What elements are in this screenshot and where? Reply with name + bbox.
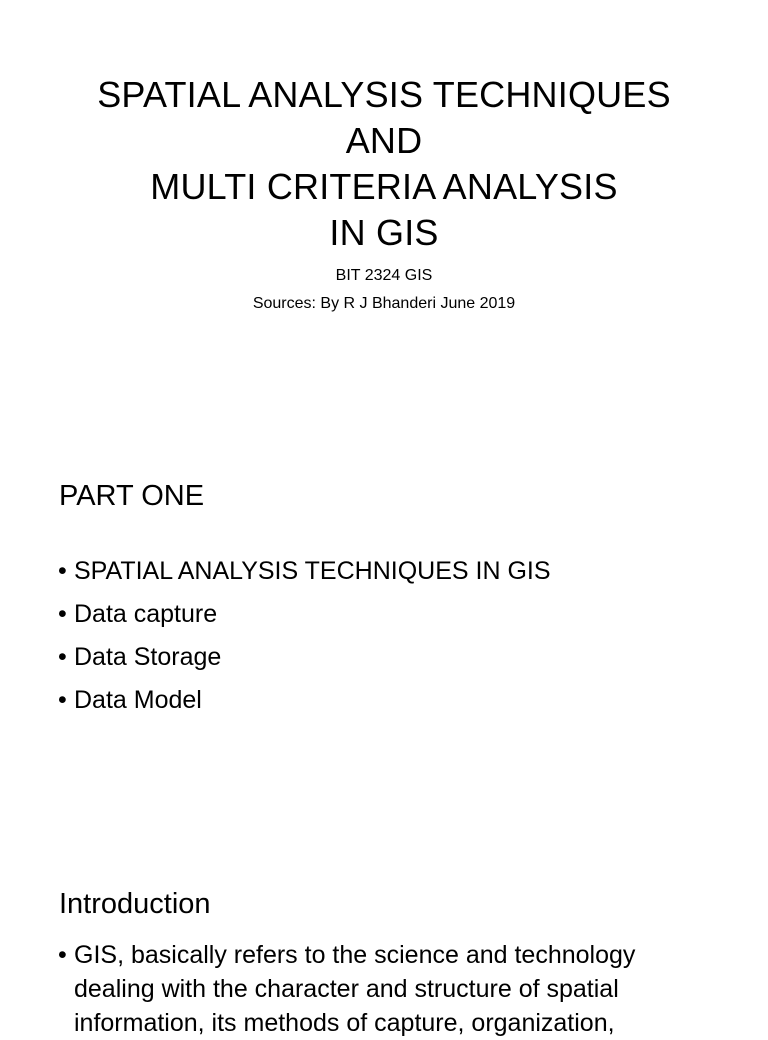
title-line: IN GIS xyxy=(329,212,439,253)
bullet-icon: • xyxy=(58,600,67,628)
list-item-text: SPATIAL ANALYSIS TECHNIQUES IN GIS xyxy=(74,557,551,585)
bullet-icon: • xyxy=(58,643,67,671)
course-code: BIT 2324 GIS xyxy=(335,267,433,284)
bullet-icon: • xyxy=(58,557,67,585)
bullet-icon: • xyxy=(58,941,67,969)
title-line: MULTI CRITERIA ANALYSIS xyxy=(150,166,618,207)
slide-heading: Introduction xyxy=(59,888,211,920)
introduction-slide xyxy=(0,864,768,1037)
title-slide xyxy=(0,0,768,432)
list-item xyxy=(58,938,754,1040)
slide-heading: PART ONE xyxy=(59,480,205,512)
bullet-icon: • xyxy=(58,686,67,714)
list-item xyxy=(58,679,551,722)
bullet-list xyxy=(58,550,551,722)
list-item-text: Data Storage xyxy=(74,643,222,671)
slide-title xyxy=(0,72,768,256)
list-item xyxy=(58,636,551,679)
list-item-text: Data Model xyxy=(74,686,202,714)
paragraph-line: GIS, basically refers to the science and technology xyxy=(74,941,636,969)
list-item-text: Data capture xyxy=(74,600,218,628)
title-line: SPATIAL ANALYSIS TECHNIQUES xyxy=(97,74,671,115)
title-line: AND xyxy=(345,120,423,161)
paragraph-line: information, its methods of capture, organization, xyxy=(74,1009,615,1037)
list-item xyxy=(58,550,551,593)
part-one-slide xyxy=(0,432,768,864)
list-item xyxy=(58,593,551,636)
source-credit: Sources: By R J Bhanderi June 2019 xyxy=(252,295,516,312)
slide-subtitle xyxy=(0,262,768,318)
paragraph-line: dealing with the character and structure of spatial xyxy=(74,975,619,1003)
